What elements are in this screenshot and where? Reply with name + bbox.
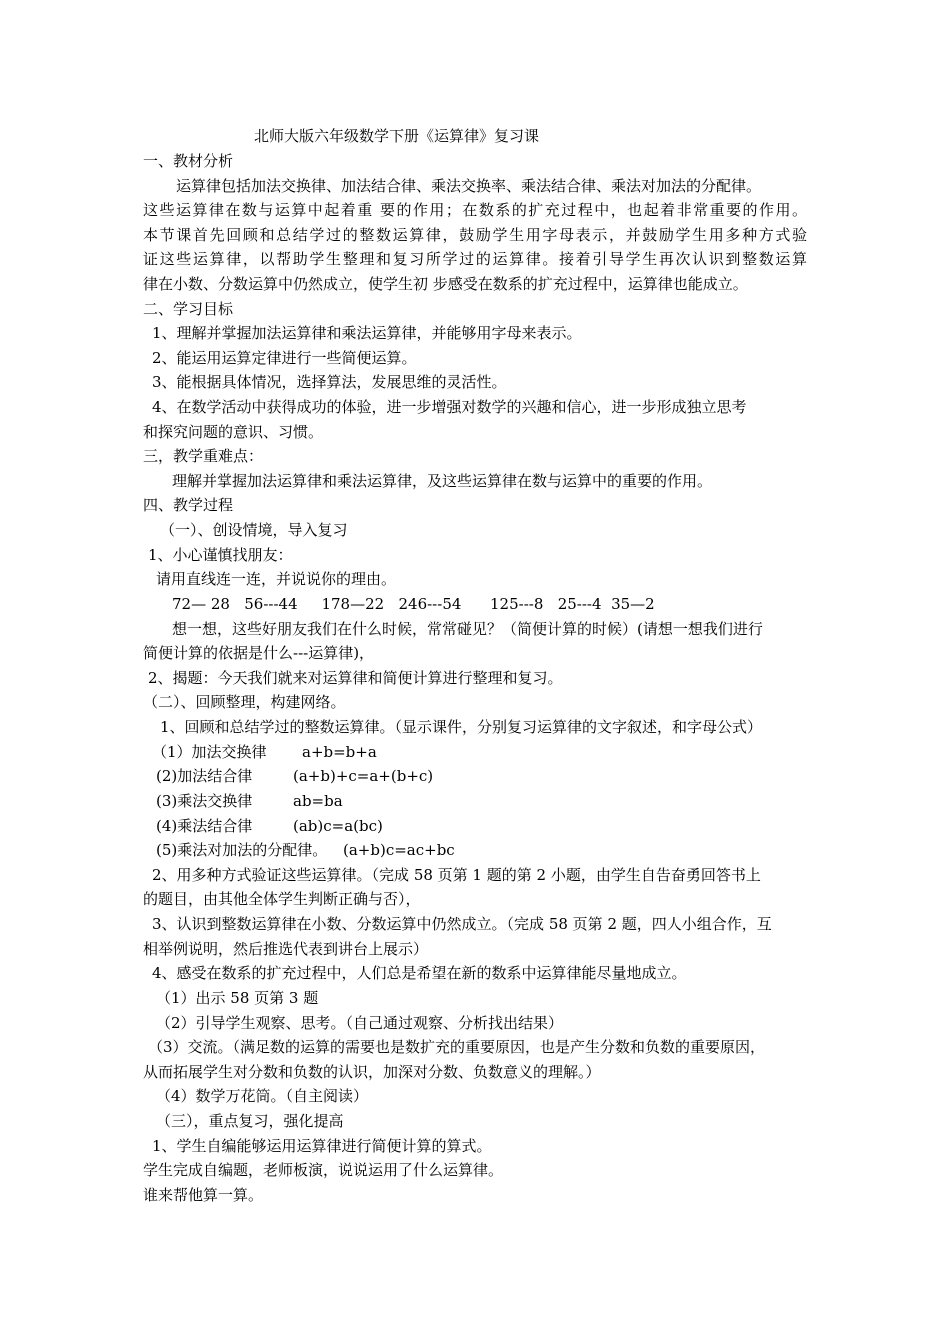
list-item: 1、回顾和总结学过的整数运算律。（显示课件，分别复习运算律的文字叙述，和字母公式） xyxy=(160,718,763,736)
paragraph-line: 学生完成自编题，老师板演，说说运用了什么运算律。 xyxy=(143,1161,504,1179)
number-pairs: 72— 28 56---44 178—22 246---54 125---8 25---4 35—2 xyxy=(172,595,655,613)
paragraph-line: 谁来帮他算一算。 xyxy=(143,1186,264,1204)
paragraph-line: 简便计算的依据是什么---运算律)， xyxy=(143,644,375,662)
paragraph-line: 律在小数、分数运算中仍然成立，使学生初 步感受在数系的扩充过程中，运算律也能成立。 xyxy=(143,275,748,293)
list-item: 2、能运用运算定律进行一些简便运算。 xyxy=(152,349,417,367)
law-name: （1）加法交换律 xyxy=(152,743,267,761)
law-name: (5)乘法对加法的分配律。 xyxy=(156,841,328,859)
paragraph-line: 这些运算律在数与运算中起着重 要的作用；在数系的扩充过程中，也起着非常重要的作用。 xyxy=(143,201,807,219)
subsection-heading: （二）、回顾整理，构建网络。 xyxy=(143,693,346,711)
list-item: （1）出示 58 页第 3 题 xyxy=(156,989,319,1007)
list-item: 1、学生自编能够运用运算律进行简便计算的算式。 xyxy=(152,1137,492,1155)
list-item: 2、用多种方式验证这些运算律。（完成 58 页第 1 题的第 2 小题，由学生自告奋勇回答书上 xyxy=(152,866,761,884)
law-formula: (ab)c=a(bc) xyxy=(293,817,383,835)
list-item: （2）引导学生观察、思考。（自己通过观察、分析找出结果） xyxy=(156,1014,564,1032)
paragraph-line: 本节课首先回顾和总结学过的整数运算律，鼓励学生用字母表示，并鼓励学生用多种方式验 xyxy=(143,226,807,244)
law-formula: a+b=b+a xyxy=(302,743,377,761)
section-heading: 四、教学过程 xyxy=(143,496,234,514)
law-formula: (a+b)c=ac+bc xyxy=(343,841,455,859)
law-name: (4)乘法结合律 xyxy=(156,817,253,835)
law-formula: (a+b)+c=a+(b+c) xyxy=(293,767,434,785)
paragraph-line: 理解并掌握加法运算律和乘法运算律，及这些运算律在数与运算中的重要的作用。 xyxy=(172,472,713,490)
list-item: （3）交流。（满足数的运算的需要也是数扩充的重要原因，也是产生分数和负数的重要原因， xyxy=(148,1038,766,1056)
subsection-heading: （一）、创设情境，导入复习 xyxy=(160,521,348,539)
list-item-continuation: 的题目，由其他全体学生判断正确与否）， xyxy=(143,890,421,908)
section-heading: 一、教材分析 xyxy=(143,152,234,170)
section-heading: 二、学习目标 xyxy=(143,300,234,318)
list-item: 3、认识到整数运算律在小数、分数运算中仍然成立。（完成 58 页第 2 题，四人小组合作，互 xyxy=(152,915,772,933)
list-item: 4、在数学活动中获得成功的体验，进一步增强对数学的兴趣和信心，进一步形成独立思考 xyxy=(152,398,747,416)
document-title: 北师大版六年级数学下册《运算律》复习课 xyxy=(254,127,540,145)
list-item: 1、小心谨慎找朋友： xyxy=(148,546,293,564)
paragraph-line: 请用直线连一连，并说说你的理由。 xyxy=(156,570,397,588)
paragraph-line: 运算律包括加法交换律、加法结合律、乘法交换率、乘法结合律、乘法对加法的分配律。 xyxy=(176,177,762,195)
law-formula: ab=ba xyxy=(293,792,343,810)
law-name: (2)加法结合律 xyxy=(156,767,253,785)
list-item-continuation: 从而拓展学生对分数和负数的认识，加深对分数、负数意义的理解。） xyxy=(143,1063,601,1081)
paragraph-line: 想一想，这些好朋友我们在什么时候，常常碰见？（简便计算的时候）(请想一想我们进行 xyxy=(172,620,763,638)
list-item: 2、揭题：今天我们就来对运算律和简便计算进行整理和复习。 xyxy=(148,669,563,687)
list-item-continuation: 和探究问题的意识、习惯。 xyxy=(143,423,324,441)
list-item: （4）数学万花筒。（自主阅读） xyxy=(156,1087,369,1105)
list-item: 1、理解并掌握加法运算律和乘法运算律，并能够用字母来表示。 xyxy=(152,324,582,342)
subsection-heading: （三），重点复习，强化提高 xyxy=(156,1112,344,1130)
list-item-continuation: 相举例说明，然后推选代表到讲台上展示） xyxy=(143,940,429,958)
section-heading: 三，教学重难点： xyxy=(143,447,264,465)
list-item: 3、能根据具体情况，选择算法，发展思维的灵活性。 xyxy=(152,373,507,391)
law-name: (3)乘法交换律 xyxy=(156,792,253,810)
paragraph-line: 证这些运算律，以帮助学生整理和复习所学过的运算律。接着引导学生再次认识到整数运算 xyxy=(143,250,807,268)
list-item: 4、感受在数系的扩充过程中，人们总是希望在新的数系中运算律能尽量地成立。 xyxy=(152,964,687,982)
